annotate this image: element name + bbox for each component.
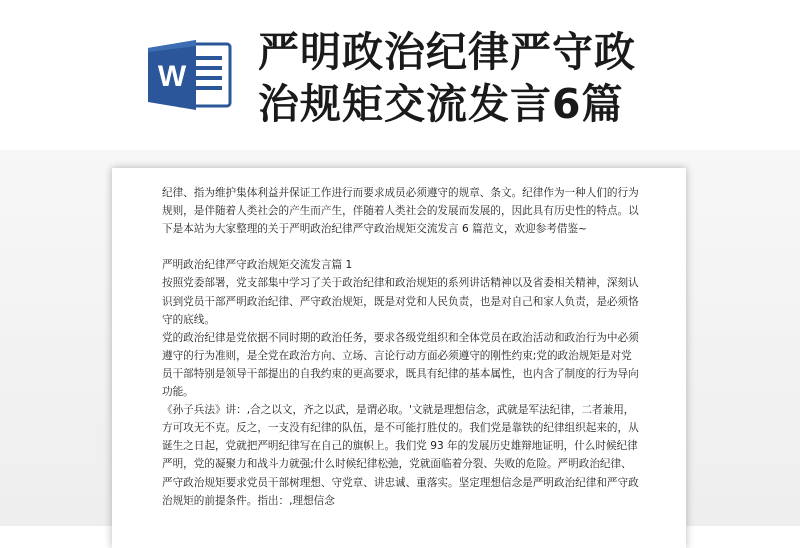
title-line-2: 治规矩交流发言6篇 bbox=[258, 80, 624, 128]
header-banner bbox=[0, 0, 800, 160]
intro-paragraph: 纪律、指为维护集体利益并保证工作进行而要求成员必须遵守的规章、条文。纪律作为一种人们的行为规则，是伴随着人类社会的产生而产生，伴随着人类社会的发展而发展的，因此具有历史性的特点。以下是本站为大家整理的关于严明政治纪律严守政治规矩交流发言 6 篇范文，欢迎参考借鉴~ bbox=[162, 187, 639, 236]
body-paragraph-3: 《孙子兵法》讲：,合之以文，齐之以武，是谓必取。'文就是理想信念，武就是军法纪律，二者兼用，方可攻无不克。反之，一支没有纪律的队伍，是不可能打胜仗的。我们党是靠铁的纪律组织起来的，从诞生之日起，党就把严明纪律写在自己的旗帜上。我们党 93 年的发展历史雄辩地证明，什么时候纪律严明，党的凝聚力和战斗力就强;什么时候纪律松弛，党就面临着分裂、失败的危险。严明政治纪律、严守政治规矩要求党员干部树理想、守党章、讲忠诚、重落实。坚定理想信念是严明政治纪律和严守政治规矩的前提条件。指出：,理想信念 bbox=[162, 404, 639, 507]
page-title bbox=[258, 26, 778, 130]
document-body bbox=[162, 184, 642, 510]
word-document-icon bbox=[148, 38, 232, 112]
blank-line bbox=[162, 238, 642, 256]
body-paragraph-1: 按照党委部署，党支部集中学习了关于政治纪律和政治规矩的系列讲话精神以及省委相关精神，深刻认识到党员干部严明政治纪律、严守政治规矩，既是对党和人民负责，也是对自己和家人负责，是必须恪守的底线。 bbox=[162, 277, 639, 326]
document-page bbox=[112, 168, 686, 548]
word-icon-letter: W bbox=[157, 60, 187, 93]
section-title: 严明政治纪律严守政治规矩交流发言篇 1 bbox=[162, 259, 353, 272]
title-line-1: 严明政治纪律严守政 bbox=[258, 28, 636, 76]
body-paragraph-2: 党的政治纪律是党依据不同时期的政治任务，要求各级党组织和全体党员在政治活动和政治行为中必须遵守的行为准则，是全党在政治方向、立场、言论行动方面必须遵守的刚性约束;党的政治规矩是对党员干部特别是领导干部提出的自我约束的更高要求，既具有纪律的基本属性，也内含了制度的行为导向功能。 bbox=[162, 331, 639, 399]
